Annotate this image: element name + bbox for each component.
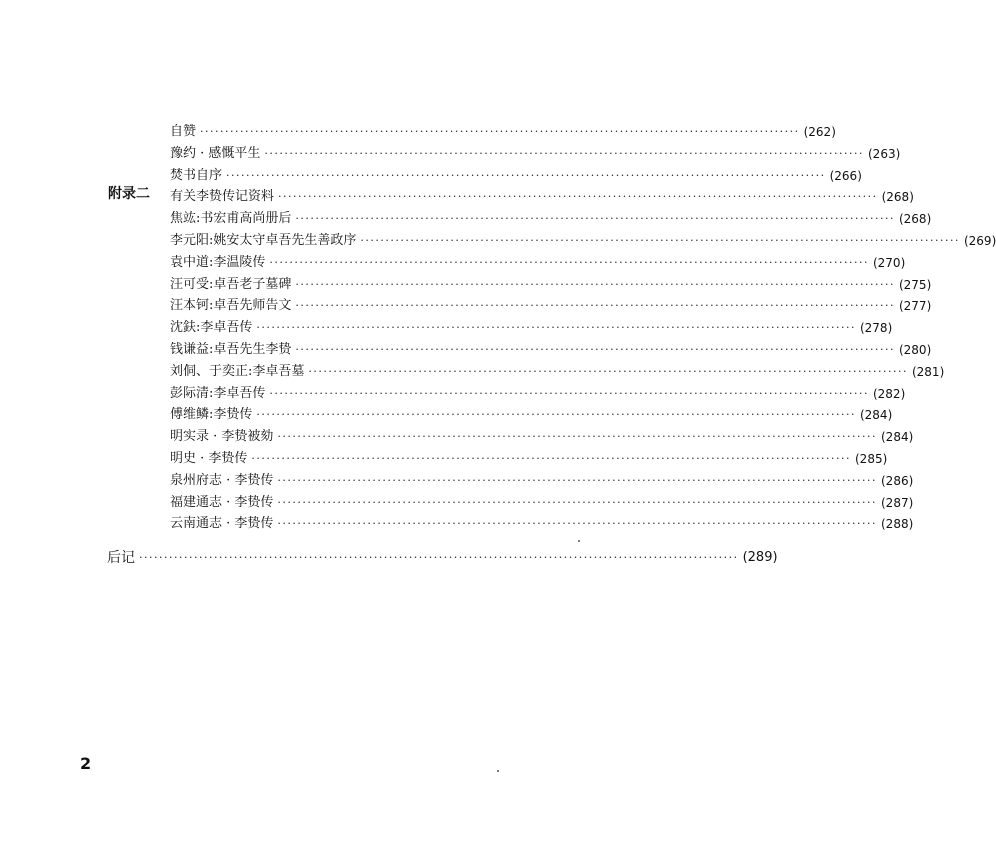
page-number: 2 [80, 754, 92, 773]
toc-entry-page: (277) [898, 299, 932, 313]
toc-entry [170, 187, 914, 207]
toc-entry-title: 泉州府志 · 李贽传 [170, 473, 274, 488]
toc-leader-dots: ························································································································ [278, 190, 878, 203]
appendix-2-label: 附录二 [108, 186, 150, 202]
toc-entry [170, 144, 901, 164]
toc-leader-dots: ························································································································ [277, 517, 877, 530]
toc-entry [107, 548, 778, 568]
toc-entry-page: (288) [881, 517, 914, 531]
toc-leader-dots: ························································································································ [277, 474, 877, 487]
toc-entry [170, 493, 914, 513]
toc-leader-dots: ························································································································ [269, 256, 869, 269]
toc-entry-title: 自赞 [170, 124, 197, 139]
toc-entry-title: 有关李贽传记资料 [170, 189, 275, 204]
toc-entry [170, 296, 932, 316]
toc-leader-dots: ························································································································ [295, 299, 895, 312]
toc-leader-dots: ························································································································ [295, 278, 895, 291]
toc-entry [170, 362, 945, 382]
toc-leader-dots: ························································································································ [277, 430, 877, 443]
toc-entry-page: (284) [859, 408, 893, 422]
toc-entry-title: 焚书自序 [170, 168, 223, 183]
toc-entry-page: (268) [898, 212, 932, 226]
toc-entry-page: (269) [963, 234, 996, 248]
toc-entry-page: (268) [881, 190, 914, 204]
scan-speck [497, 770, 499, 772]
toc-entry [170, 427, 914, 447]
toc-entry-title: 袁中道:李温陵传 [170, 255, 266, 270]
toc-entry-page: (262) [803, 125, 836, 139]
toc-entry [170, 318, 893, 338]
toc-leader-dots: ························································································································ [308, 365, 908, 378]
toc-entry-title: 沈鈇:李卓吾传 [170, 320, 253, 335]
toc-entry-title: 钱谦益:卓吾先生李贽 [170, 342, 292, 357]
toc-entry [170, 231, 996, 251]
toc-entry-title: 汪可受:卓吾老子墓碑 [170, 277, 292, 292]
toc-leader-dots: ························································································································ [295, 343, 895, 356]
toc-entry-page: (287) [881, 496, 914, 510]
toc-entry-page: (289) [742, 550, 778, 565]
toc-entry [170, 166, 862, 186]
toc-entry-title: 傅维鳞:李贽传 [170, 407, 253, 422]
toc-entry-title: 明史 · 李贽传 [170, 451, 248, 466]
toc-entry-title: 汪本钶:卓吾先师告文 [170, 298, 292, 313]
toc-entry [170, 209, 932, 229]
toc-entry-title: 刘侗、于奕正:李卓吾墓 [170, 364, 305, 379]
toc-entry-page: (263) [868, 147, 901, 161]
toc-entry-page: (278) [859, 321, 893, 335]
toc-leader-dots: ························································································································ [226, 169, 826, 182]
toc-entry-page: (285) [855, 452, 888, 466]
toc-leader-dots: ························································································································ [360, 234, 960, 247]
toc-entry-title: 云南通志 · 李贽传 [170, 516, 274, 531]
toc-entry-page: (286) [881, 474, 914, 488]
scan-speck [578, 540, 580, 542]
toc-entry [170, 253, 906, 273]
toc-entry [170, 514, 914, 534]
toc-entry-title: 后记 [107, 550, 135, 566]
toc-entry-page: (266) [829, 169, 862, 183]
toc-leader-dots: ························································································································ [256, 408, 856, 421]
toc-leader-dots: ························································································································ [269, 387, 869, 400]
toc-entry-title: 焦竑:书宏甫高尚册后 [170, 211, 292, 226]
toc-entry-page: (280) [898, 343, 932, 357]
toc-entry-title: 明实录 · 李贽被劾 [170, 429, 274, 444]
toc-entry-title: 福建通志 · 李贽传 [170, 495, 274, 510]
toc-leader-dots: ························································································································ [139, 551, 739, 564]
toc-leader-dots: ························································································································ [264, 147, 864, 160]
toc-entry-page: (281) [911, 365, 945, 379]
toc-entry [170, 340, 932, 360]
toc-entry-title: 彭际清:李卓吾传 [170, 386, 266, 401]
toc-entry [170, 405, 893, 425]
toc-entry-page: (284) [881, 430, 914, 444]
toc-entry [170, 384, 906, 404]
toc-entry-page: (270) [872, 256, 906, 270]
toc-leader-dots: ························································································································ [295, 212, 895, 225]
toc-entry [170, 122, 836, 142]
toc-entry [170, 275, 932, 295]
toc-leader-dots: ························································································································ [256, 321, 856, 334]
toc-entry-page: (275) [898, 278, 932, 292]
toc-entry-title: 李元阳:姚安太守卓吾先生善政序 [170, 233, 357, 248]
toc-leader-dots: ························································································································ [277, 496, 877, 509]
toc-entry-title: 豫约 · 感慨平生 [170, 146, 261, 161]
toc-leader-dots: ························································································································ [200, 125, 800, 138]
toc-entry [170, 471, 914, 491]
toc-entry [170, 449, 888, 469]
toc-leader-dots: ························································································································ [251, 452, 851, 465]
toc-entry-page: (282) [872, 387, 906, 401]
